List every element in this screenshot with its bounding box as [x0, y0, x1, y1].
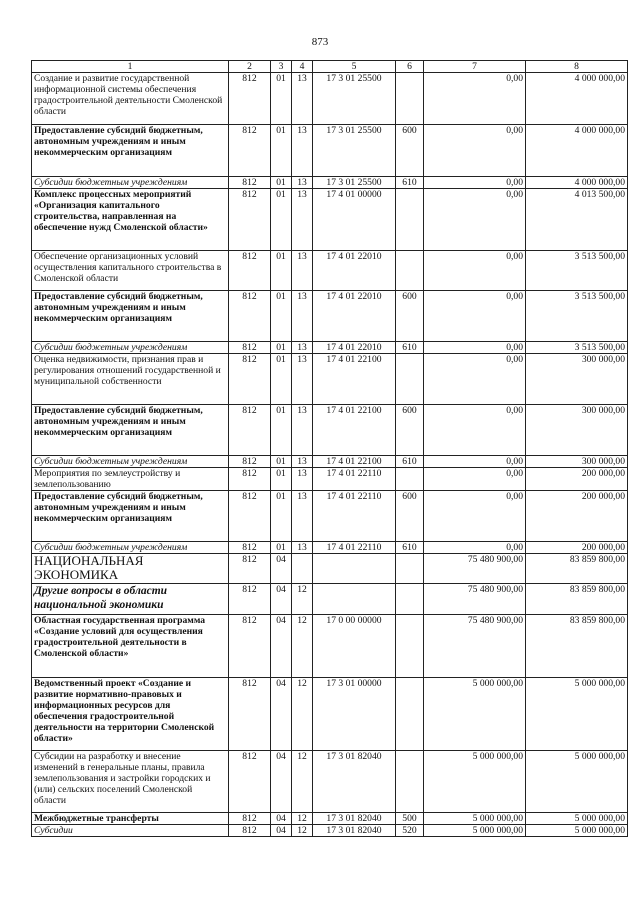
- row-name-cell: Предоставление субсидий бюджетным, автономным учреждениям и иным некоммерческим организациям: [32, 491, 229, 542]
- admin-code-cell: 812: [229, 291, 271, 342]
- section-code-cell: 01: [271, 251, 292, 291]
- target-code-cell: 17 3 01 82040: [313, 751, 396, 813]
- amount-year2-cell: 5 000 000,00: [526, 678, 628, 751]
- row-name-cell: Областная государственная программа «Создание условий для осуществления градостроительной деятельности в Смоленской области»: [32, 615, 229, 678]
- row-name-cell: Субсидии бюджетным учреждениям: [32, 456, 229, 468]
- expense-type-cell: [396, 73, 424, 125]
- table-row: [32, 354, 628, 405]
- amount-year1-cell: 75 480 900,00: [424, 615, 526, 678]
- admin-code-cell: 812: [229, 405, 271, 456]
- expense-type-cell: [396, 251, 424, 291]
- column-header: 6: [396, 61, 424, 73]
- subsection-code-cell: [292, 554, 313, 584]
- column-header: 1: [32, 61, 229, 73]
- amount-year1-cell: 75 480 900,00: [424, 554, 526, 584]
- row-name-cell: Другие вопросы в области национальной экономики: [32, 584, 229, 615]
- section-code-cell: 04: [271, 678, 292, 751]
- target-code-cell: 17 4 01 22110: [313, 542, 396, 554]
- amount-year1-cell: 5 000 000,00: [424, 751, 526, 813]
- row-name-cell: Субсидии: [32, 825, 229, 837]
- section-code-cell: 01: [271, 468, 292, 491]
- subsection-code-cell: 13: [292, 542, 313, 554]
- subsection-code-cell: 13: [292, 354, 313, 405]
- subsection-code-cell: 13: [292, 405, 313, 456]
- amount-year2-cell: 4 000 000,00: [526, 73, 628, 125]
- target-code-cell: 17 3 01 82040: [313, 825, 396, 837]
- admin-code-cell: 812: [229, 615, 271, 678]
- amount-year1-cell: 5 000 000,00: [424, 678, 526, 751]
- row-name-cell: Субсидии на разработку и внесение изменений в генеральные планы, правила землепользования и застройки городских и (или) сельских поселений Смоленской области: [32, 751, 229, 813]
- subsection-code-cell: 13: [292, 125, 313, 177]
- section-code-cell: 01: [271, 125, 292, 177]
- row-name-cell: Мероприятия по землеустройству и землепользованию: [32, 468, 229, 491]
- section-code-cell: 04: [271, 554, 292, 584]
- section-code-cell: 01: [271, 456, 292, 468]
- subsection-code-cell: 12: [292, 678, 313, 751]
- admin-code-cell: 812: [229, 813, 271, 825]
- admin-code-cell: 812: [229, 177, 271, 189]
- table-row: [32, 456, 628, 468]
- target-code-cell: 17 3 01 00000: [313, 678, 396, 751]
- amount-year2-cell: 3 513 500,00: [526, 291, 628, 342]
- amount-year1-cell: 0,00: [424, 251, 526, 291]
- target-code-cell: 17 4 01 22110: [313, 491, 396, 542]
- row-name-cell: Субсидии бюджетным учреждениям: [32, 542, 229, 554]
- expense-type-cell: [396, 354, 424, 405]
- subsection-code-cell: 13: [292, 468, 313, 491]
- target-code-cell: 17 4 01 22100: [313, 456, 396, 468]
- section-code-cell: 01: [271, 189, 292, 251]
- target-code-cell: 17 4 01 22010: [313, 251, 396, 291]
- admin-code-cell: 812: [229, 678, 271, 751]
- table-header: [32, 61, 628, 73]
- table-row: [32, 751, 628, 813]
- table-row: [32, 584, 628, 615]
- admin-code-cell: 812: [229, 456, 271, 468]
- expense-type-cell: [396, 751, 424, 813]
- subsection-code-cell: 12: [292, 825, 313, 837]
- table-row: [32, 251, 628, 291]
- column-header: 2: [229, 61, 271, 73]
- amount-year1-cell: 0,00: [424, 456, 526, 468]
- row-name-cell: Комплекс процессных мероприятий «Организация капитального строительства, направленная на обеспечение нужд Смоленской области»: [32, 189, 229, 251]
- row-name-cell: Субсидии бюджетным учреждениям: [32, 342, 229, 354]
- table-row: [32, 468, 628, 491]
- row-name-cell: Субсидии бюджетным учреждениям: [32, 177, 229, 189]
- row-name-cell: Предоставление субсидий бюджетным, автономным учреждениям и иным некоммерческим организациям: [32, 405, 229, 456]
- table-row: [32, 491, 628, 542]
- amount-year2-cell: 3 513 500,00: [526, 251, 628, 291]
- section-code-cell: 01: [271, 354, 292, 405]
- amount-year2-cell: 300 000,00: [526, 405, 628, 456]
- section-code-cell: 04: [271, 615, 292, 678]
- expense-type-cell: 610: [396, 177, 424, 189]
- section-code-cell: 01: [271, 177, 292, 189]
- table-row: [32, 554, 628, 584]
- table-row: [32, 615, 628, 678]
- target-code-cell: 17 4 01 22010: [313, 342, 396, 354]
- table-row: [32, 678, 628, 751]
- row-name-cell: НАЦИОНАЛЬНАЯ ЭКОНОМИКА: [32, 554, 229, 584]
- target-code-cell: [313, 554, 396, 584]
- column-header: 8: [526, 61, 628, 73]
- section-code-cell: 04: [271, 825, 292, 837]
- table-row: [32, 542, 628, 554]
- amount-year2-cell: 300 000,00: [526, 456, 628, 468]
- expense-type-cell: 600: [396, 125, 424, 177]
- admin-code-cell: 812: [229, 751, 271, 813]
- section-code-cell: 01: [271, 342, 292, 354]
- table-row: [32, 177, 628, 189]
- target-code-cell: 17 4 01 22110: [313, 468, 396, 491]
- subsection-code-cell: 13: [292, 456, 313, 468]
- expense-type-cell: [396, 554, 424, 584]
- amount-year1-cell: 0,00: [424, 291, 526, 342]
- target-code-cell: 17 4 01 22100: [313, 354, 396, 405]
- column-header: 4: [292, 61, 313, 73]
- amount-year1-cell: 0,00: [424, 125, 526, 177]
- subsection-code-cell: 13: [292, 73, 313, 125]
- table-row: [32, 825, 628, 837]
- amount-year2-cell: 83 859 800,00: [526, 615, 628, 678]
- section-code-cell: 01: [271, 405, 292, 456]
- amount-year2-cell: 4 000 000,00: [526, 177, 628, 189]
- amount-year1-cell: 5 000 000,00: [424, 825, 526, 837]
- amount-year2-cell: 3 513 500,00: [526, 342, 628, 354]
- table-row: [32, 291, 628, 342]
- admin-code-cell: 812: [229, 251, 271, 291]
- expense-type-cell: [396, 468, 424, 491]
- admin-code-cell: 812: [229, 189, 271, 251]
- amount-year2-cell: 83 859 800,00: [526, 584, 628, 615]
- expense-type-cell: 610: [396, 342, 424, 354]
- table-row: [32, 405, 628, 456]
- amount-year1-cell: 0,00: [424, 189, 526, 251]
- amount-year2-cell: 4 013 500,00: [526, 189, 628, 251]
- amount-year2-cell: 200 000,00: [526, 491, 628, 542]
- amount-year2-cell: 300 000,00: [526, 354, 628, 405]
- row-name-cell: Межбюджетные трансферты: [32, 813, 229, 825]
- amount-year2-cell: 5 000 000,00: [526, 825, 628, 837]
- expense-type-cell: 610: [396, 456, 424, 468]
- amount-year2-cell: 5 000 000,00: [526, 813, 628, 825]
- admin-code-cell: 812: [229, 468, 271, 491]
- section-code-cell: 01: [271, 491, 292, 542]
- expense-type-cell: 600: [396, 405, 424, 456]
- subsection-code-cell: 13: [292, 342, 313, 354]
- amount-year2-cell: 200 000,00: [526, 468, 628, 491]
- section-code-cell: 04: [271, 813, 292, 825]
- admin-code-cell: 812: [229, 73, 271, 125]
- admin-code-cell: 812: [229, 554, 271, 584]
- admin-code-cell: 812: [229, 491, 271, 542]
- subsection-code-cell: 12: [292, 615, 313, 678]
- row-name-cell: Предоставление субсидий бюджетным, автономным учреждениям и иным некоммерческим организациям: [32, 125, 229, 177]
- target-code-cell: 17 3 01 25500: [313, 177, 396, 189]
- budget-table: [31, 60, 628, 837]
- target-code-cell: 17 3 01 25500: [313, 125, 396, 177]
- subsection-code-cell: 13: [292, 251, 313, 291]
- admin-code-cell: 812: [229, 342, 271, 354]
- row-name-cell: Ведомственный проект «Создание и развитие нормативно-правовых и информационных ресурсов для обеспечения градостроительной деятельности на территории Смоленской области»: [32, 678, 229, 751]
- amount-year1-cell: 75 480 900,00: [424, 584, 526, 615]
- section-code-cell: 04: [271, 584, 292, 615]
- amount-year1-cell: 0,00: [424, 542, 526, 554]
- row-name-cell: Обеспечение организационных условий осуществления капитального строительства в Смоленской области: [32, 251, 229, 291]
- target-code-cell: 17 3 01 25500: [313, 73, 396, 125]
- expense-type-cell: 500: [396, 813, 424, 825]
- expense-type-cell: 600: [396, 291, 424, 342]
- amount-year1-cell: 0,00: [424, 73, 526, 125]
- expense-type-cell: 600: [396, 491, 424, 542]
- amount-year2-cell: 5 000 000,00: [526, 751, 628, 813]
- target-code-cell: 17 4 01 00000: [313, 189, 396, 251]
- amount-year1-cell: 5 000 000,00: [424, 813, 526, 825]
- admin-code-cell: 812: [229, 125, 271, 177]
- subsection-code-cell: 13: [292, 491, 313, 542]
- row-name-cell: Создание и развитие государственной информационной системы обеспечения градостроительной деятельности Смоленской области: [32, 73, 229, 125]
- section-code-cell: 01: [271, 291, 292, 342]
- section-code-cell: 01: [271, 73, 292, 125]
- expense-type-cell: [396, 584, 424, 615]
- table-row: [32, 189, 628, 251]
- column-header: 3: [271, 61, 292, 73]
- amount-year1-cell: 0,00: [424, 354, 526, 405]
- admin-code-cell: 812: [229, 542, 271, 554]
- amount-year1-cell: 0,00: [424, 342, 526, 354]
- table-row: [32, 813, 628, 825]
- expense-type-cell: [396, 678, 424, 751]
- section-code-cell: 01: [271, 542, 292, 554]
- page-number: 873: [311, 36, 329, 48]
- subsection-code-cell: 12: [292, 813, 313, 825]
- column-header: 5: [313, 61, 396, 73]
- target-code-cell: 17 4 01 22100: [313, 405, 396, 456]
- expense-type-cell: 610: [396, 542, 424, 554]
- subsection-code-cell: 12: [292, 751, 313, 813]
- amount-year2-cell: 83 859 800,00: [526, 554, 628, 584]
- target-code-cell: 17 0 00 00000: [313, 615, 396, 678]
- amount-year1-cell: 0,00: [424, 177, 526, 189]
- row-name-cell: Предоставление субсидий бюджетным, автономным учреждениям и иным некоммерческим организациям: [32, 291, 229, 342]
- admin-code-cell: 812: [229, 825, 271, 837]
- amount-year1-cell: 0,00: [424, 491, 526, 542]
- admin-code-cell: 812: [229, 584, 271, 615]
- expense-type-cell: [396, 615, 424, 678]
- target-code-cell: 17 3 01 82040: [313, 813, 396, 825]
- amount-year1-cell: 0,00: [424, 468, 526, 491]
- column-header: 7: [424, 61, 526, 73]
- table-row: [32, 73, 628, 125]
- row-name-cell: Оценка недвижимости, признания прав и регулирования отношений государственной и муниципальной собственности: [32, 354, 229, 405]
- expense-type-cell: 520: [396, 825, 424, 837]
- target-code-cell: [313, 584, 396, 615]
- amount-year1-cell: 0,00: [424, 405, 526, 456]
- admin-code-cell: 812: [229, 354, 271, 405]
- section-code-cell: 04: [271, 751, 292, 813]
- expense-type-cell: [396, 189, 424, 251]
- table-row: [32, 342, 628, 354]
- table-row: [32, 125, 628, 177]
- target-code-cell: 17 4 01 22010: [313, 291, 396, 342]
- subsection-code-cell: 13: [292, 177, 313, 189]
- subsection-code-cell: 13: [292, 291, 313, 342]
- subsection-code-cell: 12: [292, 584, 313, 615]
- subsection-code-cell: 13: [292, 189, 313, 251]
- amount-year2-cell: 200 000,00: [526, 542, 628, 554]
- amount-year2-cell: 4 000 000,00: [526, 125, 628, 177]
